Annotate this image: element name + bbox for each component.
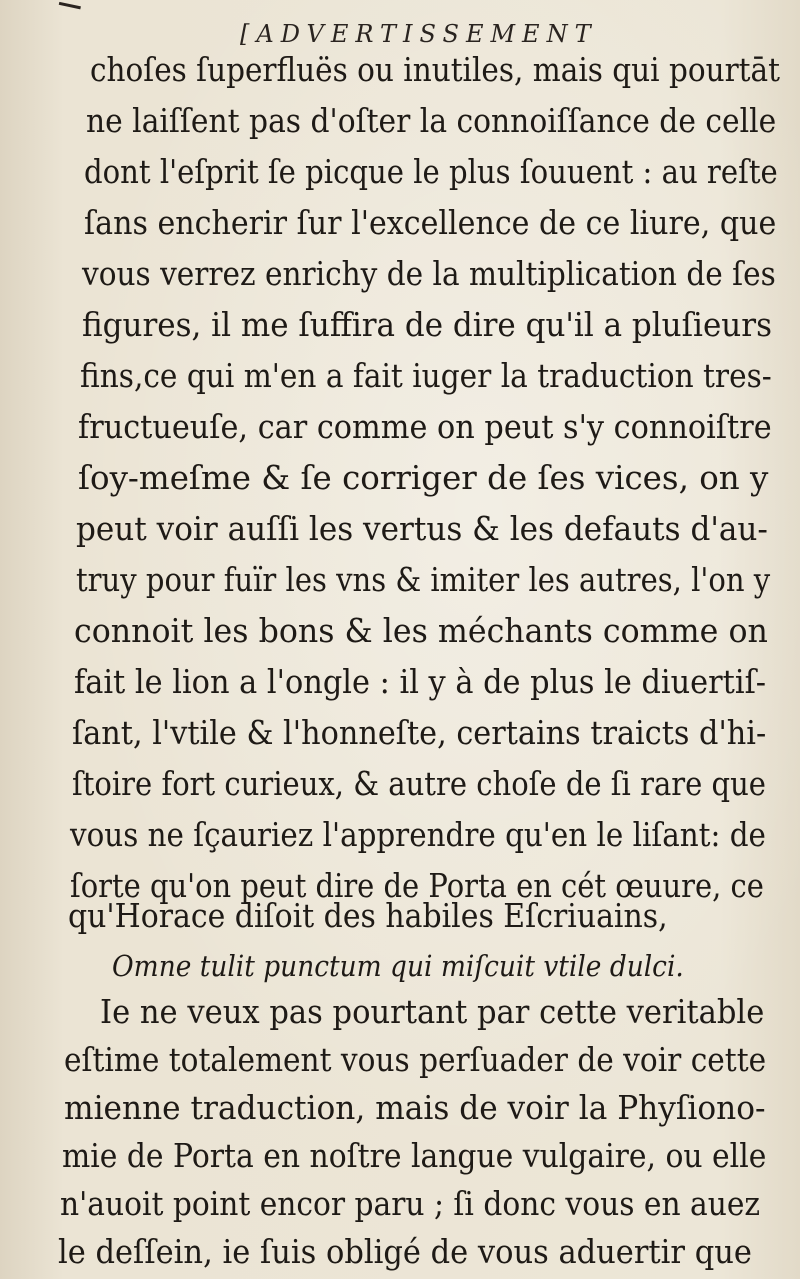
text-line: mie de Porta en noſtre langue vulgaire, ou elle bbox=[62, 1136, 767, 1175]
text-line: fait le lion a l'ongle : il y à de plus le diuertiſ- bbox=[74, 662, 767, 701]
text-line: n'auoit point encor paru ; ſi donc vous en auez bbox=[60, 1184, 761, 1223]
text-line: vous ne ſçauriez l'apprendre qu'en le liſant: de bbox=[70, 815, 766, 854]
text-line: ſoy-meſme & ſe corriger de ſes vices, on y bbox=[78, 458, 769, 497]
text-line: fructueuſe, car comme on peut s'y connoiſtre bbox=[78, 407, 772, 446]
text-line: ſant, l'vtile & l'honneſte, certains traicts d'hi- bbox=[72, 713, 767, 752]
text-line: le deſſein, ie ſuis obligé de vous aduertir que bbox=[58, 1232, 752, 1271]
ink-mark bbox=[57, 2, 81, 17]
text-line: ſtoire fort curieux, & autre choſe de ſi rare que bbox=[72, 764, 766, 803]
text-line: peut voir auſſi les vertus & les defauts d'au- bbox=[76, 509, 768, 548]
text-line: ne laiſſent pas d'oſter la connoiſſance de celle bbox=[86, 101, 777, 140]
running-head: [ADVERTISSEMENT bbox=[240, 20, 598, 48]
text-line: vous verrez enrichy de la multiplication de ſes bbox=[82, 254, 776, 293]
text-line: choſes ſuperfluës ou inutiles, mais qui pourtāt bbox=[90, 50, 780, 89]
text-line: dont l'eſprit ſe picque le plus ſouuent : au reſte bbox=[84, 152, 778, 191]
text-line: figures, il me ſuffira de dire qu'il a pluſieurs bbox=[82, 305, 772, 344]
text-line: Ie ne veux pas pourtant par cette veritable bbox=[100, 992, 765, 1031]
text-line: mienne traduction, mais de voir la Phyſiono- bbox=[64, 1088, 766, 1127]
text-line: ſorte qu'on peut dire de Porta en cét œuure, ce bbox=[70, 866, 764, 905]
text-line: ſans encherir ſur l'excellence de ce liure, que bbox=[84, 203, 777, 242]
text-line: fins,ce qui m'en a fait iuger la traduction tres- bbox=[80, 356, 772, 395]
text-line: truy pour fuïr les vns & imiter les autres, l'on y bbox=[76, 560, 771, 599]
text-line: eſtime totalement vous perſuader de voir cette bbox=[64, 1040, 767, 1079]
text-line: connoit les bons & les méchants comme on bbox=[74, 611, 768, 650]
text-line: qu'Horace diſoit des habiles Eſcriuains, bbox=[68, 896, 668, 935]
latin-quotation: Omne tulit punctum qui miſcuit vtile dulci. bbox=[112, 949, 684, 983]
